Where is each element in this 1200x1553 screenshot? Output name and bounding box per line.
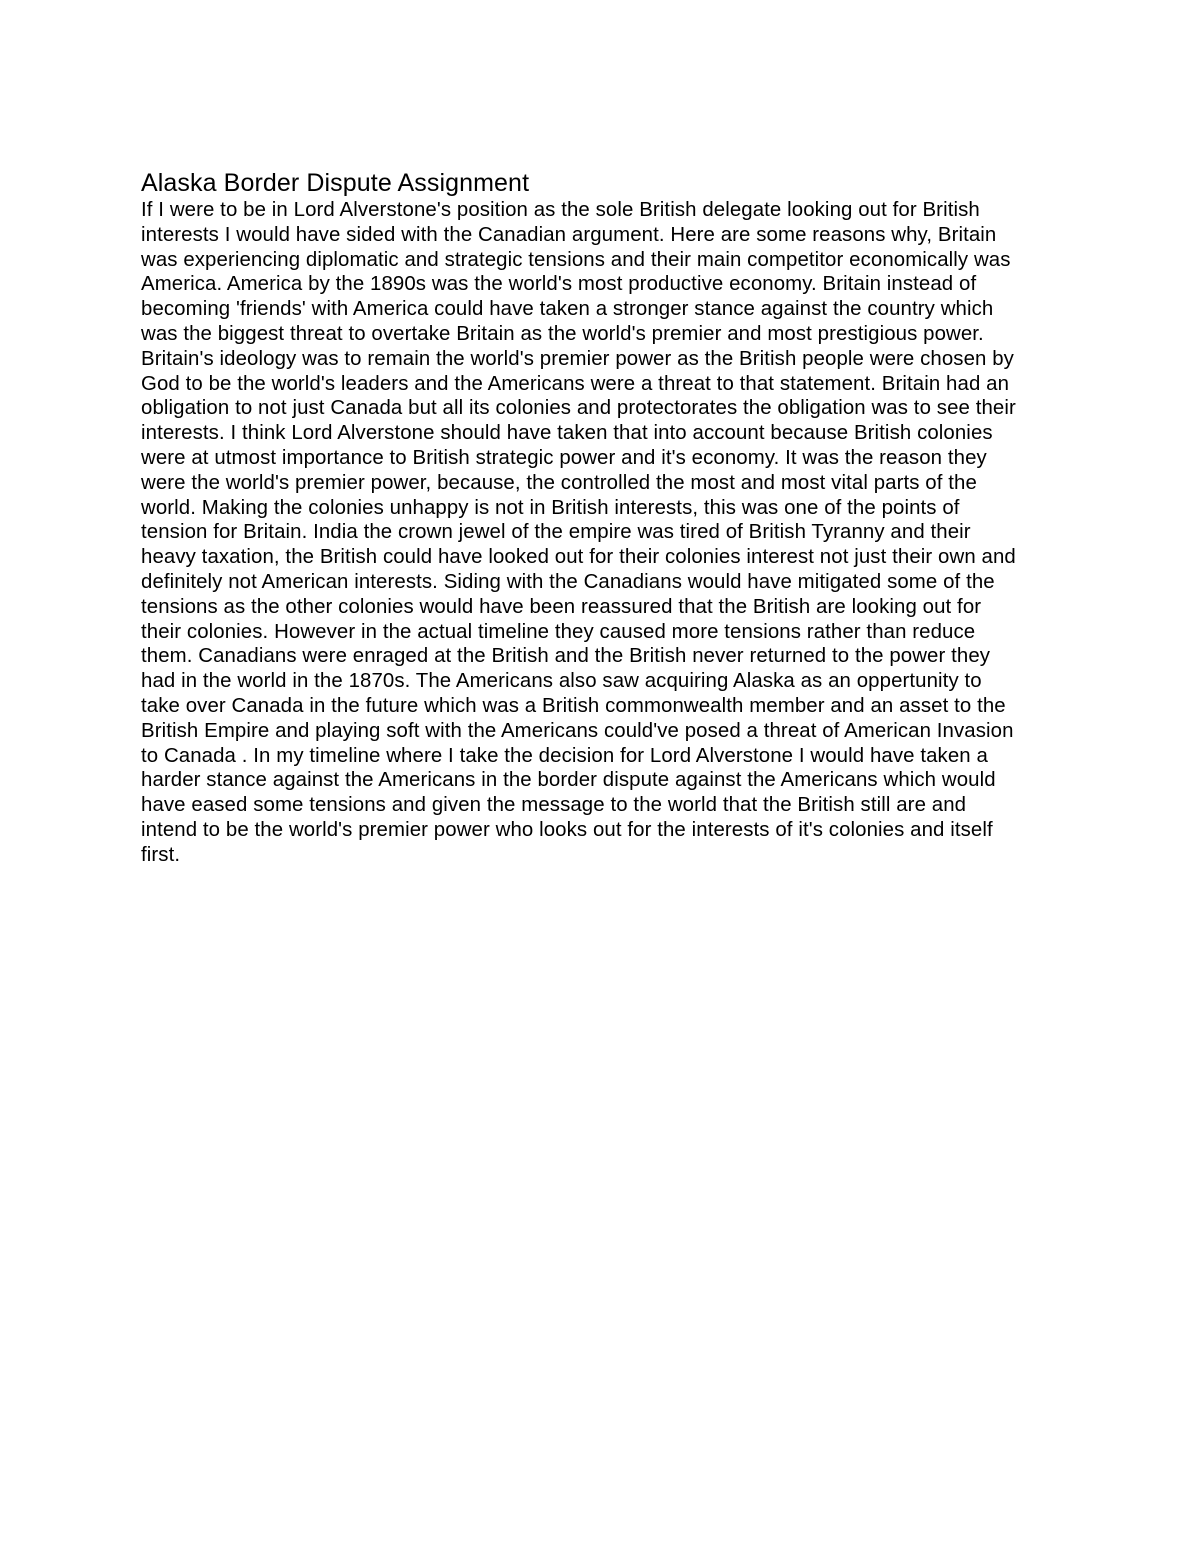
body-line: America. America by the 1890s was the world's most productive economy. Britain instead of: [141, 273, 977, 296]
body-line: If I were to be in Lord Alverstone's position as the sole British delegate looking out for British: [141, 199, 980, 221]
body-line: take over Canada in the future which was a British commonwealth member and an asset to the: [141, 694, 1006, 717]
body-line: intend to be the world's premier power who looks out for the interests of it's colonies and itself: [141, 818, 993, 841]
body-line: world. Making the colonies unhappy is not in British interests, this was one of the points of: [141, 496, 960, 519]
body-line: were at utmost importance to British strategic power and it's economy. It was the reason they: [141, 446, 987, 469]
body-line: was experiencing diplomatic and strategic tensions and their main competitor economically was: [141, 248, 1011, 271]
body-line: them. Canadians were enraged at the British and the British never returned to the power they: [141, 645, 991, 668]
body-line: British Empire and playing soft with the Americans could've posed a threat of American Invasion: [141, 719, 1014, 742]
body-line: had in the world in the 1870s. The Americans also saw acquiring Alaska as an oppertunity to: [141, 670, 982, 693]
body-line: Britain's ideology was to remain the world's premier power as the British people were chosen by: [141, 347, 1014, 370]
document-content: [141, 168, 1066, 868]
body-line: harder stance against the Americans in the border dispute against the Americans which would: [141, 769, 996, 792]
body-line: to Canada . In my timeline where I take the decision for Lord Alverstone I would have taken a: [141, 744, 988, 767]
body-line: have eased some tensions and given the message to the world that the British still are and: [141, 794, 967, 817]
body-line: interests. I think Lord Alverstone should have taken that into account because British colonies: [141, 422, 993, 445]
body-line: God to be the world's leaders and the Americans were a threat to that statement. Britain had an: [141, 372, 1010, 395]
body-line: becoming 'friends' with America could have taken a stronger stance against the country which: [141, 298, 994, 321]
body-line: tensions as the other colonies would have been reassured that the British are looking out for: [141, 595, 982, 618]
body-line: interests I would have sided with the Canadian argument. Here are some reasons why, Britain: [141, 223, 997, 246]
body-line: first.: [141, 843, 181, 866]
body-line: were the world's premier power, because, the controlled the most and most vital parts of the: [141, 471, 977, 494]
body-line: was the biggest threat to overtake Britain as the world's premier and most prestigious power.: [141, 322, 984, 345]
body-line: definitely not American interests. Siding with the Canadians would have mitigated some of the: [141, 570, 995, 593]
document-body: [141, 198, 1066, 868]
document-title: Alaska Border Dispute Assignment: [141, 169, 530, 197]
body-line: tension for Britain. India the crown jewel of the empire was tired of British Tyranny and their: [141, 521, 971, 544]
body-line: obligation to not just Canada but all its colonies and protectorates the obligation was to see their: [141, 397, 1016, 420]
body-line: their colonies. However in the actual timeline they caused more tensions rather than reduce: [141, 620, 976, 643]
body-line: heavy taxation, the British could have looked out for their colonies interest not just their own and: [141, 546, 1016, 569]
